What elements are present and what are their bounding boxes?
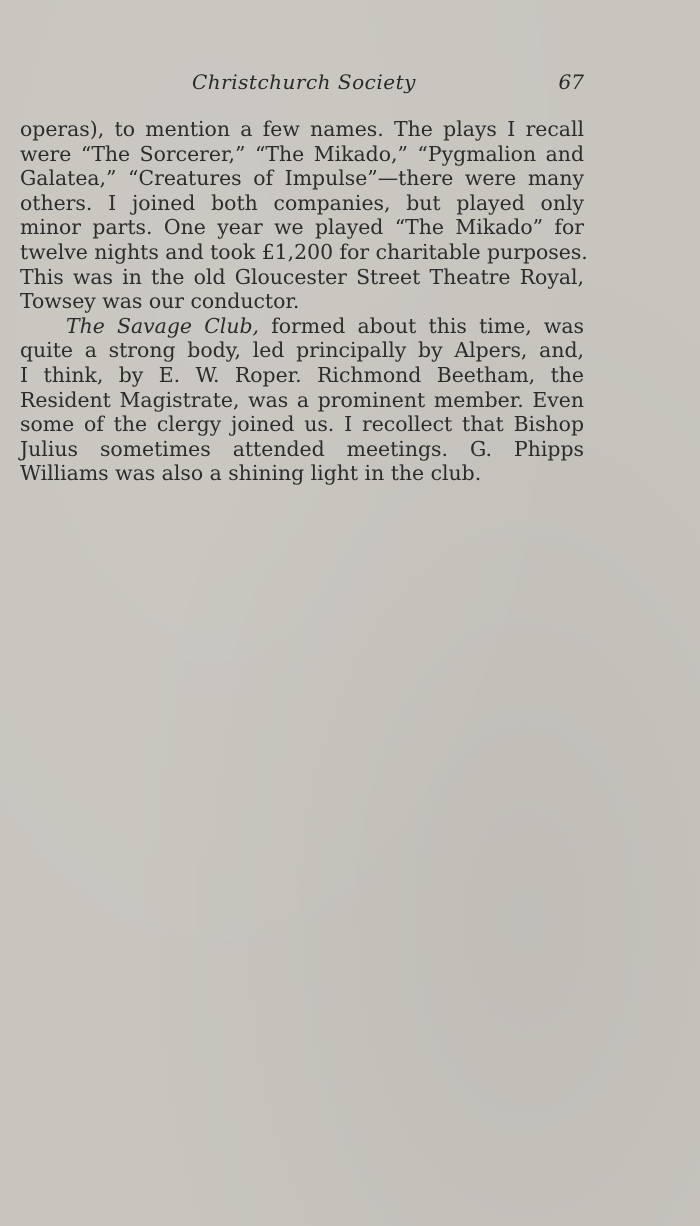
text-line: twelve nights and took £1,200 for charitable purposes.	[20, 239, 588, 264]
text-line: were “The Sorcerer,” “The Mikado,” “Pygmalion and	[20, 141, 584, 166]
text-line: Towsey was our conductor.	[20, 289, 300, 314]
text-line: This was in the old Gloucester Street Theatre Royal,	[20, 264, 584, 289]
paragraph-savage-club	[20, 314, 584, 486]
page-header	[20, 70, 584, 98]
text-line: Resident Magistrate, was a prominent member. Even	[20, 387, 584, 412]
paragraph-theatre	[20, 117, 588, 314]
text-line: Galatea,” “Creatures of Impulse”—there were many	[20, 166, 584, 191]
page-number: 67	[558, 70, 584, 94]
first-line-rest: formed about this time, was	[258, 313, 584, 338]
text-line: others. I joined both companies, but played only	[20, 190, 584, 215]
body-text	[20, 117, 588, 486]
text-line: I think, by E. W. Roper. Richmond Beetham, the	[20, 362, 584, 387]
text-line: Julius sometimes attended meetings. G. Phipps	[20, 436, 584, 461]
text-line: quite a strong body, led principally by Alpers, and,	[20, 338, 584, 363]
running-title: Christchurch Society	[192, 70, 416, 94]
club-name: The Savage Club,	[66, 313, 259, 338]
text-line: Williams was also a shining light in the club.	[20, 461, 482, 486]
text-line: operas), to mention a few names. The plays I recall	[20, 117, 584, 141]
text-line: some of the clergy joined us. I recollect that Bishop	[20, 412, 584, 437]
text-line-first	[20, 314, 584, 339]
text-line: minor parts. One year we played “The Mikado” for	[20, 215, 584, 240]
